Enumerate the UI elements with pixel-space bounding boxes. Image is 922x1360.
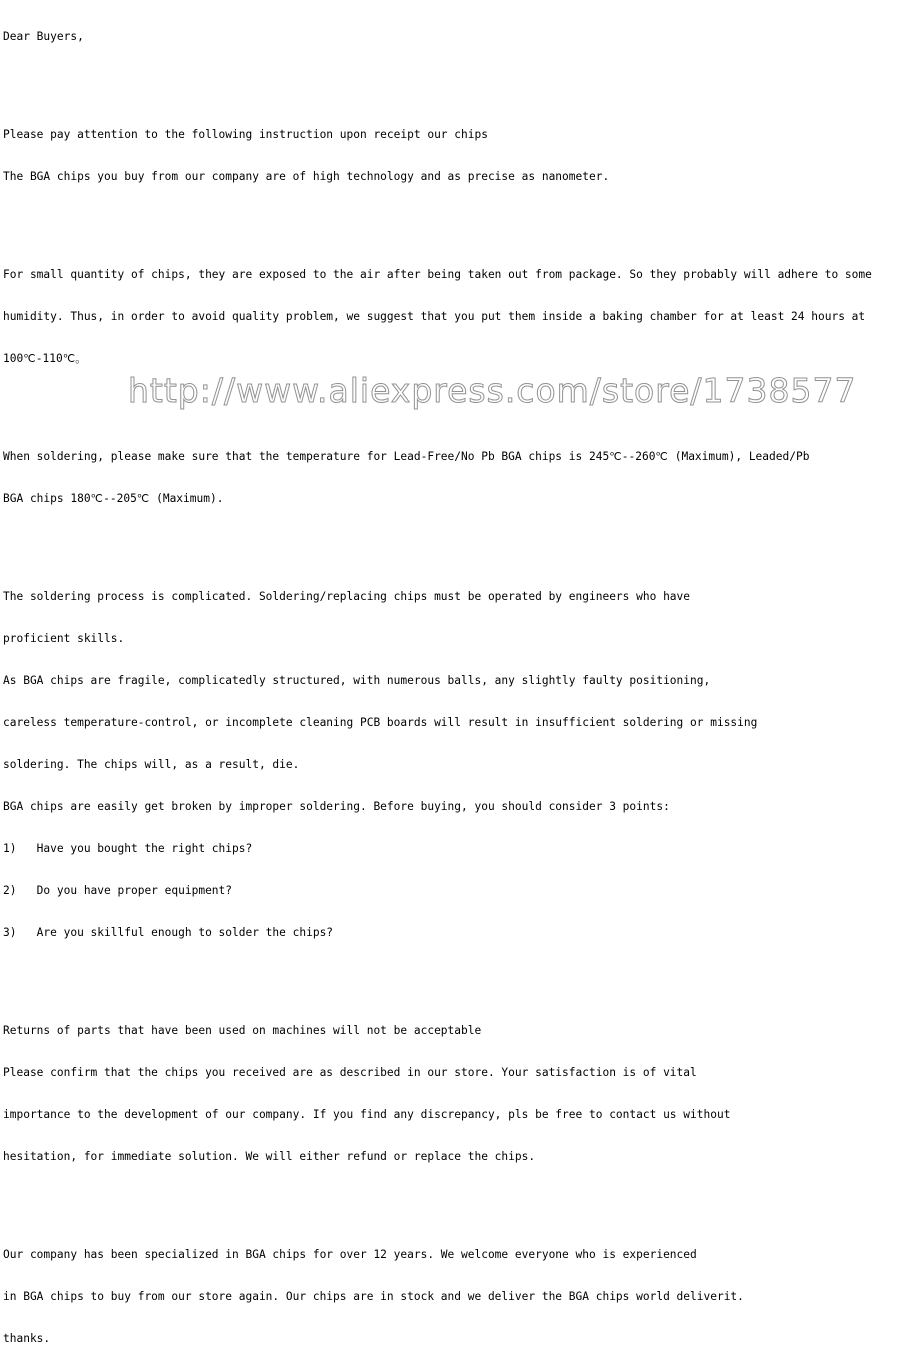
storage-line: 100℃-110℃。 bbox=[3, 352, 87, 365]
paragraph-gap bbox=[3, 1192, 921, 1206]
store-url-watermark: http://www.aliexpress.com/store/1738577 bbox=[128, 371, 857, 410]
checklist-item: 1) Have you bought the right chips? bbox=[3, 842, 253, 855]
storage-line: For small quantity of chips, they are exposed to the air after being taken out from package. So they probably will adhere to some bbox=[3, 268, 872, 281]
checklist-item: 2) Do you have proper equipment? bbox=[3, 884, 233, 897]
returns-line: Please confirm that the chips you received are as described in our store. Your satisfaction is of vital bbox=[3, 1066, 697, 1079]
soldering-temp-line: BGA chips 180℃--205℃ (Maximum). bbox=[3, 492, 224, 505]
letter-body bbox=[3, 2, 921, 1360]
process-line: BGA chips are easily get broken by improper soldering. Before buying, you should consider 3 points: bbox=[3, 800, 670, 813]
process-line: proficient skills. bbox=[3, 632, 125, 645]
closing-line: in BGA chips to buy from our store again. Our chips are in stock and we deliver the BGA chips world deliverit. bbox=[3, 1290, 744, 1303]
intro-line: Please pay attention to the following instruction upon receipt our chips bbox=[3, 128, 488, 141]
soldering-temp-line: When soldering, please make sure that the temperature for Lead-Free/No Pb BGA chips is 245℃--260℃ (Maximum), Leaded/Pb bbox=[3, 450, 810, 463]
process-line: soldering. The chips will, as a result, die. bbox=[3, 758, 300, 771]
paragraph-gap bbox=[3, 394, 921, 408]
paragraph-gap bbox=[3, 212, 921, 226]
closing-line: Our company has been specialized in BGA chips for over 12 years. We welcome everyone who is experienced bbox=[3, 1248, 697, 1261]
checklist-item: 3) Are you skillful enough to solder the chips? bbox=[3, 926, 334, 939]
returns-line: hesitation, for immediate solution. We will either refund or replace the chips. bbox=[3, 1150, 536, 1163]
paragraph-gap bbox=[3, 72, 921, 86]
intro-line: The BGA chips you buy from our company are of high technology and as precise as nanometer. bbox=[3, 170, 610, 183]
paragraph-gap bbox=[3, 968, 921, 982]
returns-line: importance to the development of our company. If you find any discrepancy, pls be free to contact us without bbox=[3, 1108, 731, 1121]
process-line: The soldering process is complicated. Soldering/replacing chips must be operated by engineers who have bbox=[3, 590, 691, 603]
paragraph-gap bbox=[3, 534, 921, 548]
storage-line: humidity. Thus, in order to avoid quality problem, we suggest that you put them inside a baking chamber for at least 24 hours at bbox=[3, 310, 866, 323]
greeting: Dear Buyers, bbox=[3, 30, 84, 43]
process-line: careless temperature-control, or incomplete cleaning PCB boards will result in insufficient soldering or missing bbox=[3, 716, 758, 729]
process-line: As BGA chips are fragile, complicatedly structured, with numerous balls, any slightly faulty positioning, bbox=[3, 674, 711, 687]
returns-line: Returns of parts that have been used on machines will not be acceptable bbox=[3, 1024, 482, 1037]
closing-line: thanks. bbox=[3, 1332, 51, 1345]
